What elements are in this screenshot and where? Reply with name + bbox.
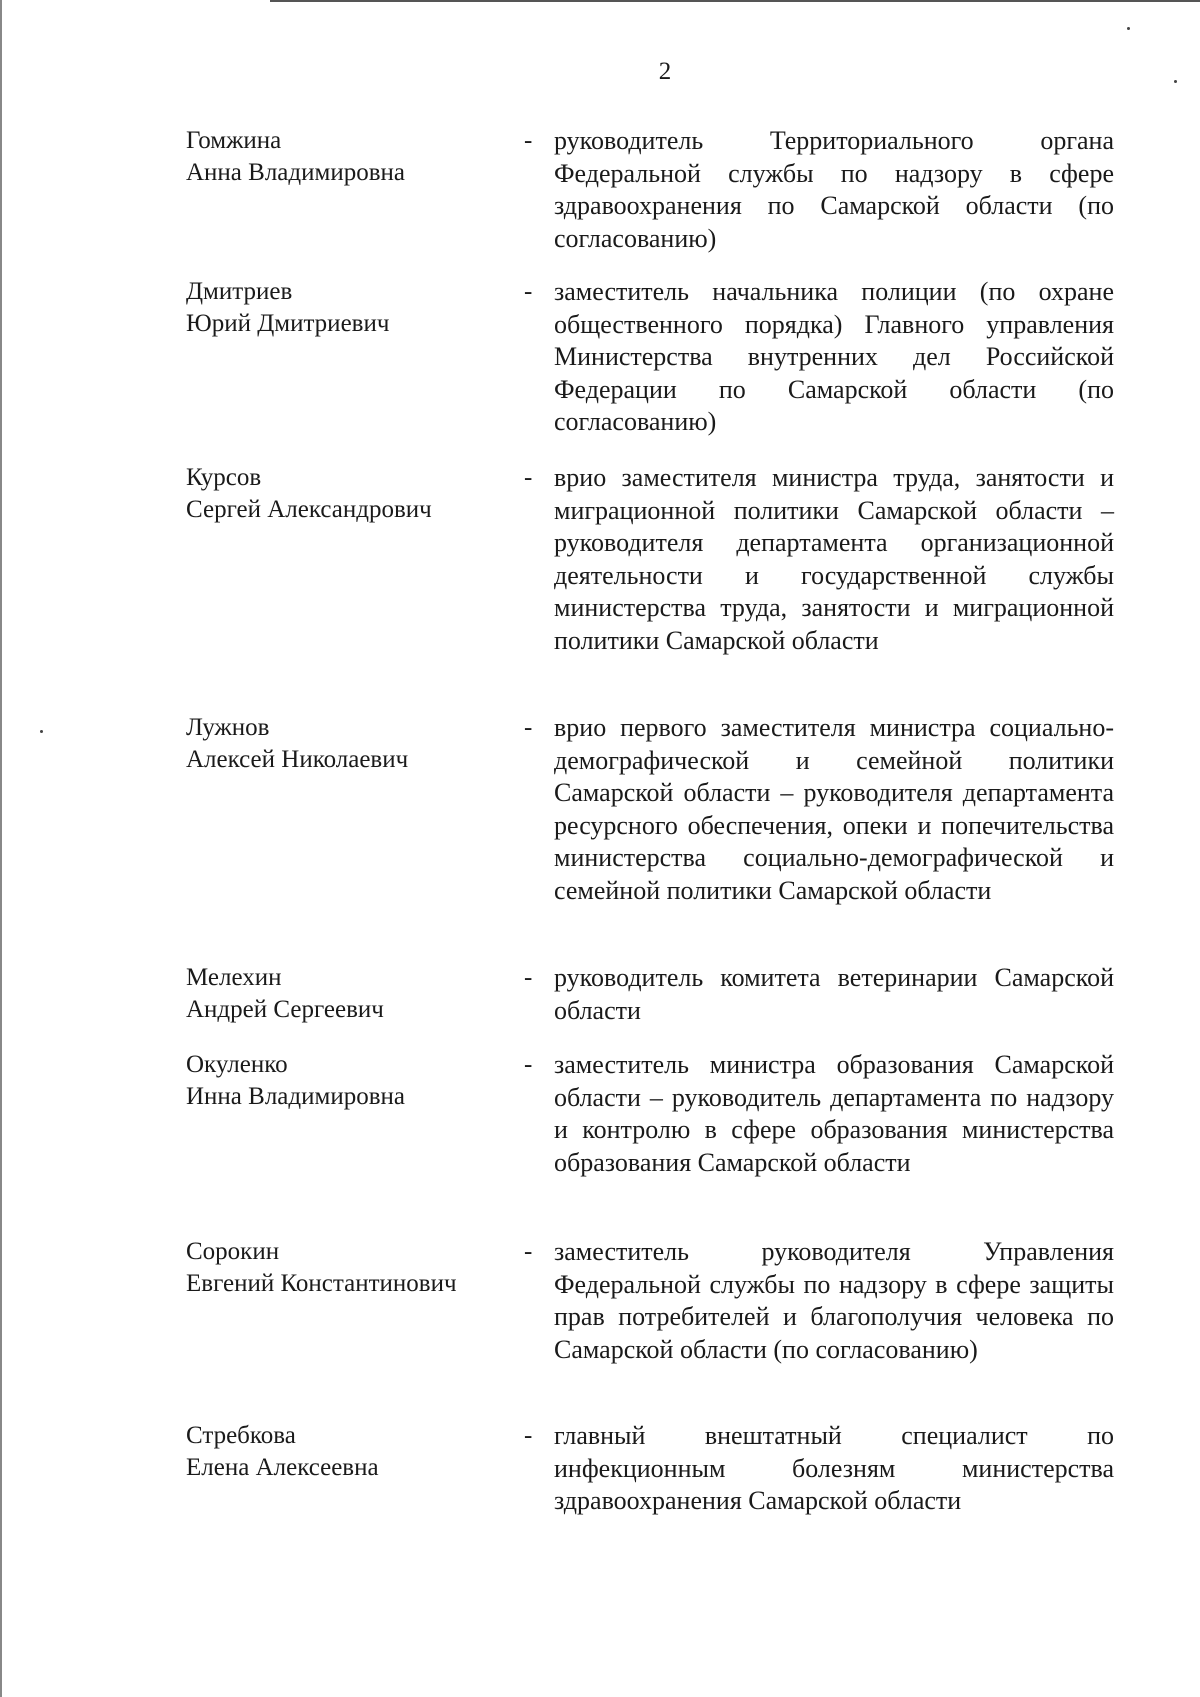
member-given-names: Анна Владимировна: [186, 159, 405, 186]
member-role: заместитель министра образования Самарской области – руководитель департамента по надзору и контролю в сфере образования министерства образования Самарской области: [554, 1050, 1114, 1177]
member-surname: Курсов: [186, 464, 262, 491]
member-given-names: Евгений Константинович: [186, 1270, 457, 1297]
member-entry: [186, 462, 1130, 712]
left-page-edge: [0, 0, 2, 1697]
member-entry: [186, 125, 1130, 276]
member-entry: [186, 712, 1130, 962]
separator-dash: -: [524, 1051, 533, 1078]
member-given-names: Алексей Николаевич: [186, 746, 409, 773]
member-role: заместитель руководителя Управления Федеральной службы по надзору в сфере защиты прав потребителей и благополучия человека по Самарской области (по согласованию): [554, 1237, 1114, 1364]
separator-dash: -: [524, 1238, 533, 1265]
member-entry: [186, 1420, 1130, 1540]
member-role: руководитель Территориального органа Федеральной службы по надзору в сфере здравоохранения по Самарской области (по согласованию): [554, 126, 1114, 253]
member-name: [186, 1236, 524, 1300]
member-given-names: Андрей Сергеевич: [186, 996, 384, 1023]
member-surname: Мелехин: [186, 964, 282, 991]
member-list: [186, 125, 1130, 1540]
member-entry: [186, 1236, 1130, 1420]
member-surname: Стребкова: [186, 1422, 296, 1449]
member-name: [186, 1420, 524, 1484]
member-surname: Дмитриев: [186, 278, 293, 305]
separator-dash: -: [524, 278, 533, 305]
member-name: [186, 1049, 524, 1113]
member-name: [186, 276, 524, 340]
separator-dash: -: [524, 464, 533, 491]
separator-dash: -: [524, 714, 533, 741]
member-given-names: Сергей Александрович: [186, 496, 432, 523]
separator-dash: -: [524, 1422, 533, 1449]
scan-speck: [1127, 27, 1130, 30]
member-surname: Сорокин: [186, 1238, 280, 1265]
member-surname: Окуленко: [186, 1051, 288, 1078]
member-entry: [186, 1049, 1130, 1236]
member-role: врио заместителя министра труда, занятости и миграционной политики Самарской области – руководителя департамента организационной деятельности и государственной службы министерства труда, занятости и миграционной политики Самарской области: [554, 463, 1114, 655]
member-given-names: Юрий Дмитриевич: [186, 310, 390, 337]
scan-speck: [40, 730, 43, 733]
member-role: заместитель начальника полиции (по охране общественного порядка) Главного управления Министерства внутренних дел Российской Федерации по Самарской области (по согласованию): [554, 277, 1114, 436]
page-number: 2: [658, 58, 672, 85]
member-surname: Лужнов: [186, 714, 270, 741]
member-given-names: Инна Владимировна: [186, 1083, 405, 1110]
member-role: врио первого заместителя министра социально-демографической и семейной политики Самарской области – руководителя департамента ресурсного обеспечения, опеки и попечительства министерства социально-демографической и семейной политики Самарской области: [554, 713, 1114, 905]
member-role: главный внештатный специалист по инфекционным болезням министерства здравоохранения Самарской области: [554, 1421, 1114, 1515]
member-name: [186, 125, 524, 189]
member-name: [186, 462, 524, 526]
member-name: [186, 962, 524, 1026]
separator-dash: -: [524, 964, 533, 991]
member-entry: [186, 276, 1130, 462]
separator-dash: -: [524, 127, 533, 154]
member-given-names: Елена Алексеевна: [186, 1454, 379, 1481]
top-border-line: [270, 0, 1200, 2]
member-name: [186, 712, 524, 776]
member-role: руководитель комитета ветеринарии Самарской области: [554, 963, 1114, 1025]
member-surname: Гомжина: [186, 127, 282, 154]
member-entry: [186, 962, 1130, 1049]
